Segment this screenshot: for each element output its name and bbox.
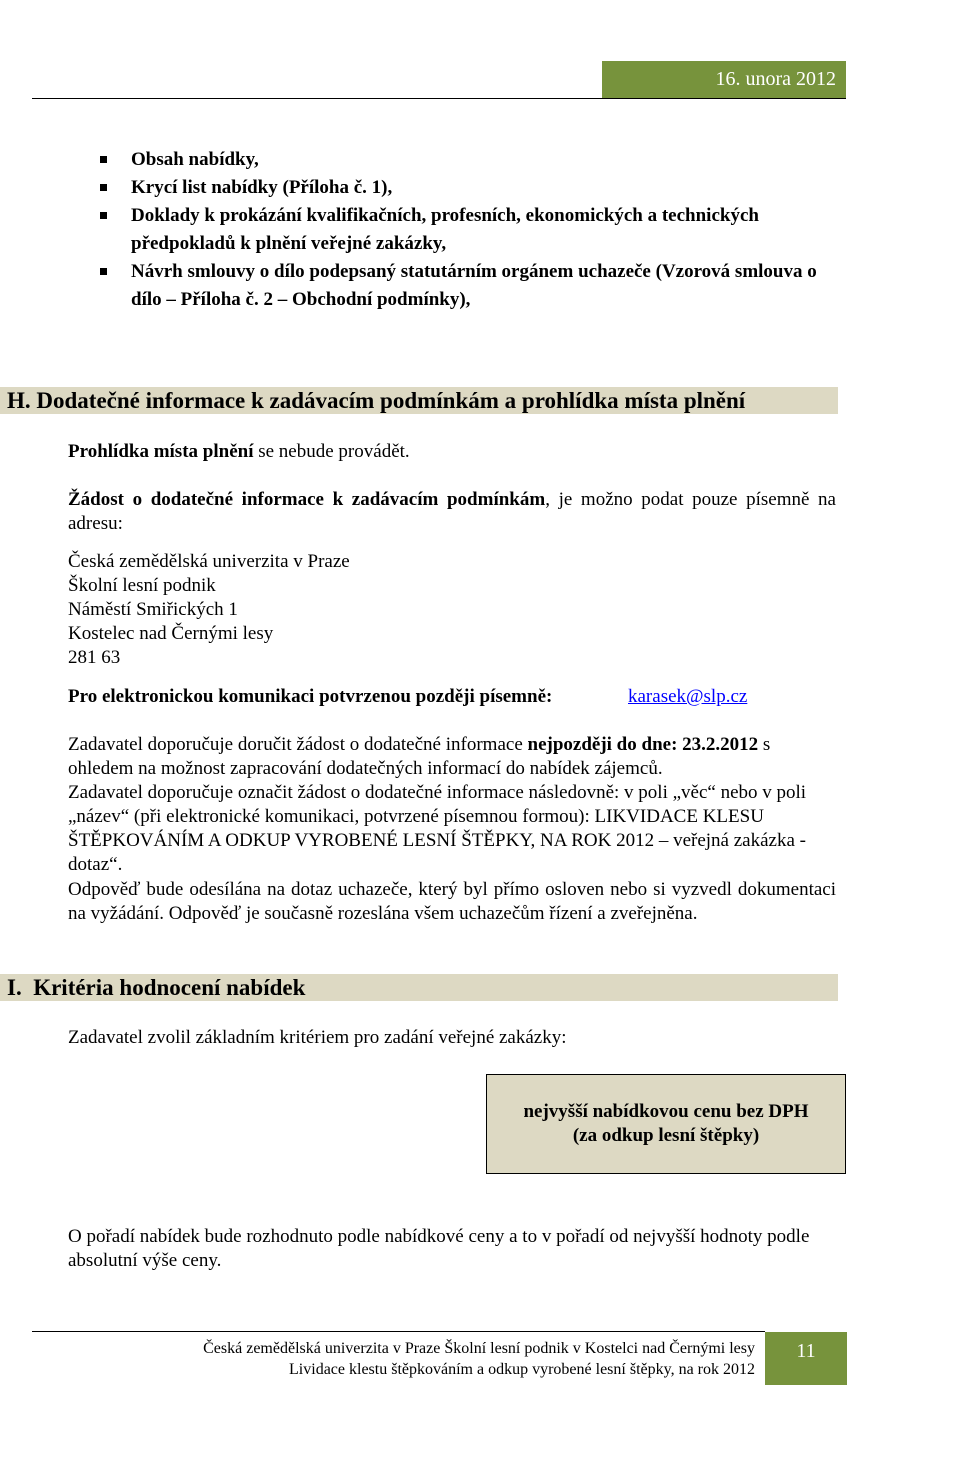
list-item: Obsah nabídky,: [100, 146, 840, 174]
labeling-paragraph: Zadavatel doporučuje označit žádost o dodatečné informace následovně: v poli „věc“ nebo v poli „název“ (při elektronické komunikaci, potvrzené písemnou formou): LIKVIDACE KLESU ŠTĚPKOVÁNÍM A ODKUP VYROBENÉ LESNÍ ŠTĚPKY, NA ROK 2012 – veřejná zakázka - dotaz“.: [68, 782, 807, 875]
answer-paragraph: Odpověď bude odesílána na dotaz uchazeče, který byl přímo osloven nebo si vyzvedl dokumentaci na vyžádání. Odpověď je současně rozeslána všem uchazečům řízení a zveřejněna.: [68, 879, 836, 924]
footer-divider: [32, 1331, 765, 1332]
criterion-line: nejvyšší nabídkovou cenu bez DPH: [523, 1101, 809, 1122]
section-h-title: H. Dodatečné informace k zadávacím podmínkám a prohlídka místa plnění: [7, 388, 746, 413]
bullet-square-icon: [100, 268, 107, 275]
list-item: Doklady k prokázání kvalifikačních, profesních, ekonomických a technických předpokladů k plnění veřejné zakázky,: [100, 202, 840, 258]
email-label: Pro elektronickou komunikaci potvrzenou později písemně:: [68, 686, 553, 707]
list-item: Krycí list nabídky (Příloha č. 1),: [100, 174, 840, 202]
header-date: 16. unora 2012: [602, 61, 846, 98]
criterion-box: [486, 1074, 846, 1174]
bullet-list: [100, 146, 840, 314]
bullet-square-icon: [100, 212, 107, 219]
ordering-paragraph: O pořadí nabídek bude rozhodnuto podle nabídkové ceny a to v pořadí od nejvyšší hodnoty podle absolutní výše ceny.: [68, 1226, 810, 1271]
bullet-square-icon: [100, 156, 107, 163]
page-number: 11: [765, 1332, 847, 1385]
inspection-note: Prohlídka místa plnění se nebude provádět.: [68, 441, 410, 462]
header-divider: [32, 98, 846, 99]
email-link[interactable]: karasek@slp.cz: [628, 686, 748, 707]
request-paragraph: Žádost o dodatečné informace k zadávacím podmínkám, je možno podat pouze písemně na adresu:: [68, 489, 836, 534]
section-i-title: I. Kritéria hodnocení nabídek: [7, 975, 306, 1000]
footer-line: Lividace klestu štěpkováním a odkup vyrobené lesní štěpky, na rok 2012: [289, 1361, 755, 1378]
criteria-intro: Zadavatel zvolil základním kritériem pro zadání veřejné zakázky:: [68, 1027, 567, 1048]
deadline-paragraph: Zadavatel doporučuje doručit žádost o dodatečné informace nejpozději do dne: 23.2.2012 s ohledem na možnost zapracování dodatečných informací do nabídek zájemců.: [68, 734, 771, 779]
address-line: Česká zemědělská univerzita v Praze: [68, 551, 350, 572]
criterion-line: (za odkup lesní štěpky): [572, 1125, 760, 1146]
address-line: Kostelec nad Černými lesy: [68, 623, 274, 644]
address-line: Školní lesní podnik: [68, 575, 216, 596]
address-line: 281 63: [68, 647, 121, 668]
bullet-square-icon: [100, 184, 107, 191]
address-line: Náměstí Smiřických 1: [68, 599, 238, 620]
footer-line: Česká zemědělská univerzita v Praze Školní lesní podnik v Kostelci nad Černými lesy: [203, 1340, 755, 1357]
footer-text: [60, 1338, 755, 1380]
address-block: [68, 550, 568, 670]
list-item: Návrh smlouvy o dílo podepsaný statutárním orgánem uchazeče (Vzorová smlouva o dílo – Příloha č. 2 – Obchodní podmínky),: [100, 258, 840, 314]
